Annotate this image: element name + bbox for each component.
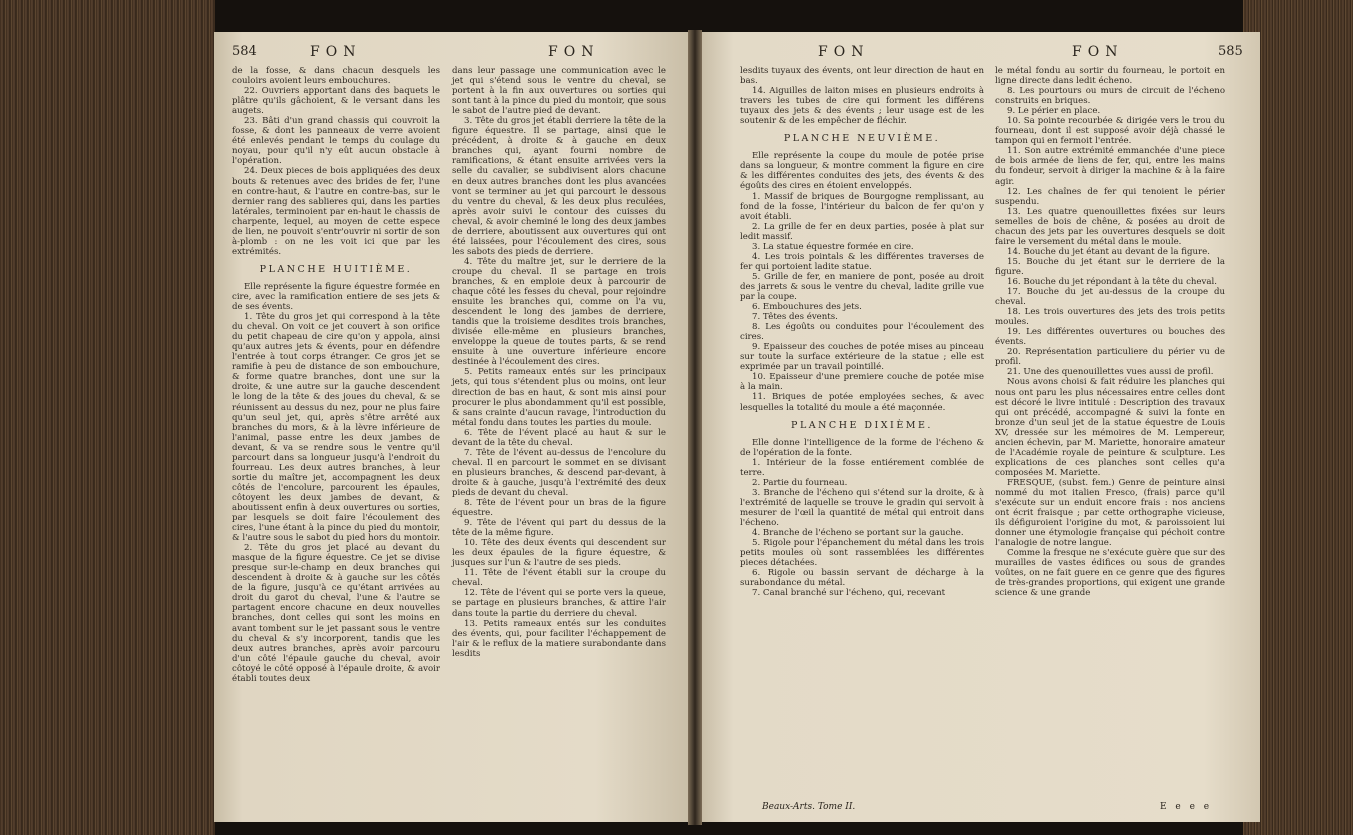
paragraph: 3. Tête du gros jet établi derriere la tête de la figure équestre. Il se partage, ainsi que le précédent, à droite & à gauche en deux branches qui, ayant fourni nombre de ramifications, & étant ensuite arrivées vers la selle du cavalier, se subdivisent alors chacune en deux autres branches dont les plus avancées vont se terminer au jet qui parcourt le dessous du ventre du cheval, & les deux plus reculées, après avoir suivi le contour des cuisses du cheval, & avoir cheminé le long des deux jambes de derriere, aboutissent aux ouvertures qui ont été laissées, pour l'écoulement des cires, sous les sabots des pieds de derriere. [452, 116, 666, 257]
paragraph: 12. Les chaînes de fer qui tenoient le périer suspendu. [995, 186, 1225, 207]
left-header-2: FON [548, 44, 600, 60]
left-page-number: 584 [232, 44, 257, 59]
paragraph: 5. Grille de fer, en maniere de pont, posée au droit des jarrets & sous le ventre du cheval, ladite grille vue par la coupe. [740, 271, 984, 302]
paragraph: 10. Epaisseur d'une premiere couche de potée mise à la main. [740, 372, 984, 393]
paragraph: 14. Aiguilles de laiton mises en plusieurs endroits à travers les tubes de cire qui forment les différens tuyaux des jets & des évents ; leur usage est de les soutenir & de les empêcher de fléchir. [740, 86, 984, 127]
paragraph: 1. Massif de briques de Bourgogne remplissant, au fond de la fosse, l'intérieur du balcon de fer qu'on y avoit établi. [740, 191, 984, 222]
paragraph: 7. Tête de l'évent au-dessus de l'encolure du cheval. Il en parcourt le sommet en se divisant en plusieurs branches, & descend par-devant, à droite & à gauche, jusqu'à l'extrémité des deux pieds de devant du cheval. [452, 447, 666, 498]
paragraph: 9. Le périer en place. [1007, 106, 1101, 117]
paragraph: dans leur passage une communication avec le jet qui s'étend sous le ventre du cheval, se portent à la fin aux ouvertures ou sorties qui sont tant à la pince du pied du montoir, que sous le sabot de l'autre pied de devant. [452, 66, 666, 117]
paragraph: 4. Tête du maître jet, sur le derriere de la croupe du cheval. Il se partage en trois branches, & en emploie deux à parcourir de chaque côté les fesses du cheval, pour rejoindre ensuite les branches qui, comme on l'a vu, descendent le long des jambes de derriere, tandis que la troisieme desdites trois branches, divisée elle-même en plusieurs branches, enveloppe la queue de toutes parts, & se rend ensuite à une ouverture inférieure encore destinée à l'écoulement des cires. [452, 256, 666, 368]
paragraph: 5. Rigole pour l'épanchement du métal dans les trois petits moules où sont rassemblées les différentes pieces détachées. [740, 538, 984, 569]
paragraph: 9. Epaisseur des couches de potée mises au pinceau sur toute la surface extérieure de la statue ; elle est exprimée par un travail pointillé. [740, 342, 984, 373]
book-gutter [688, 30, 702, 825]
paragraph: 11. Son autre extrémité emmanchée d'une piece de bois armée de liens de fer, qui, entre les mains du fondeur, servoit à diriger la machine & à la faire agir. [995, 146, 1225, 187]
paragraph: 12. Tête de l'évent qui se porte vers la queue, se partage en plusieurs branches, & attire l'air dans toute la partie du derriere du cheval. [452, 588, 666, 619]
paragraph: Comme la fresque ne s'exécute guère que sur des murailles de vastes édifices ou sous de grandes voûtes, on ne fait guere en ce genre que des figures de très-grandes proportions, qui exigent une grande science & une grande [995, 548, 1225, 599]
paragraph: Elle représente la coupe du moule de potée prise dans sa longueur, & montre comment la figure en cire & les différentes conduites des jets, des évents & des égoûts des cires en étoient enveloppés. [740, 151, 984, 192]
paragraph: 1. Tête du gros jet qui correspond à la tête du cheval. On voit ce jet couvert à son orifice du petit chapeau de cire qu'on y appola, ainsi qu'aux autres jets & évents, pour en défendre l'entrée à tout corps étranger. Ce gros jet se ramifie à peu de distance de son embouchure, & forme quatre branches, dont une sur la droite, & une autre sur la gauche descendent le long de la tête & des joues du cheval, & se réunissent au dessus du nez, pour ne plus faire qu'un seul jet, qui, après s'être arrêté aux branches du mors, & à la lèvre inférieure de l'animal, passe entre les deux jambes de devant, & va se rendre sous le ventre qu'il parcourt dans sa longueur jusqu'à l'endroit du fourreau. Les deux autres branches, à leur sortie du maître jet, accompagnent les deux côtés de l'encolure, parcourent les épaules, côtoyent les deux jambes de devant, & aboutissent enfin à deux ouvertures ou sorties, par lesquels se doit faire l'écoulement des cires, l'une étant à la pince du pied du montoir, & l'autre sous le sabot du pied hors du montoir. [232, 312, 440, 544]
paragraph: 3. Branche de l'écheno qui s'étend sur la droite, & à l'extrémité de laquelle se trouve le gradin qui servoit à mesurer de l'œil la quantité de métal qui entroit dans l'écheno. [740, 487, 984, 528]
paragraph: 11. Briques de potée employées seches, & avec lesquelles la totalité du moule a été maçonnée. [740, 392, 984, 413]
paragraph: 7. Canal branché sur l'écheno, qui, recevant [752, 588, 946, 599]
left-column-2 [452, 66, 666, 659]
right-column-1 [740, 66, 984, 598]
paragraph: 2. Partie du fourneau. [752, 477, 848, 488]
paragraph: 22. Ouvriers apportant dans des baquets le plâtre qu'ils gâchoient, & le versant dans les augets. [232, 86, 440, 117]
paragraph: 13. Petits rameaux entés sur les conduites des évents, qui, pour faciliter l'échappement de l'air & le reflux de la matiere surabondante dans lesdits [452, 618, 666, 659]
signature-mark: E e e e [1160, 802, 1213, 812]
paragraph: 5. Petits rameaux entés sur les principaux jets, qui tous s'étendent plus ou moins, ont leur direction de bas en haut, & sont mis ainsi pour procurer le plus abondamment qu'il est possible, & sans crainte d'aucun ravage, l'introduction du métal fondu dans toutes les parties du moule. [452, 367, 666, 428]
paragraph: 13. Les quatre quenouillettes fixées sur leurs semelles de bois de chêne, & posées au droit de chacun des jets par les ouvertures desquels se doit faire le versement du métal dans le moule. [995, 206, 1225, 247]
paragraph: 23. Bâti d'un grand chassis qui couvroit la fosse, & dont les panneaux de verre avoient été enlevés pendant le temps du coulage du noyau, pour qu'il n'y eût aucun obstacle à l'opération. [232, 116, 440, 167]
left-header-1: FON [310, 44, 362, 60]
paragraph: 6. Embouchures des jets. [752, 302, 862, 313]
paragraph: 19. Les différentes ouvertures ou bouches des évents. [995, 327, 1225, 348]
paragraph: 6. Tête de l'évent placé au haut & sur le devant de la tête du cheval. [452, 427, 666, 448]
paragraph: de la fosse, & dans chacun desquels les couloirs avoient leurs embouchures. [232, 66, 440, 87]
paragraph: 10. Sa pointe recourbée & dirigée vers le trou du fourneau, dont il est supposé avoir déjà chassé le tampon qui en fermoit l'entrée. [995, 116, 1225, 147]
right-header-2: FON [1072, 44, 1124, 60]
paragraph: 11. Tête de l'évent établi sur la croupe du cheval. [452, 568, 666, 589]
paragraph: 4. Les trois pointals & les différentes traverses de fer qui portoient ladite statue. [740, 251, 984, 272]
paragraph: 1. Intérieur de la fosse entiérement comblée de terre. [740, 457, 984, 478]
paragraph: 2. La grille de fer en deux parties, posée à plat sur ledit massif. [740, 221, 984, 242]
paragraph: lesdits tuyaux des évents, ont leur direction de haut en bas. [740, 66, 984, 87]
paragraph: 16. Bouche du jet répondant à la tête du cheval. [1007, 276, 1217, 287]
paragraph: 7. Têtes des évents. [752, 312, 838, 323]
paragraph: 24. Deux pieces de bois appliquées des deux bouts & retenues avec des brides de fer, l'une en contre-haut, & l'autre en contre-bas, sur le dernier rang des sablieres qui, dans les parties latérales, terminoient par en-haut le chassis de charpente, lequel, au moyen de cette espece de lien, ne pouvoit s'entr'ouvrir ni sortir de son à-plomb : on ne les voit ici que par les extrémités. [232, 166, 440, 257]
paragraph: Nous avons choisi & fait réduire les planches qui nous ont paru les plus nécessaires entre celles dont est décoré le livre intitulé : Description des travaux qui ont précédé, accompagné & suivi la fonte en bronze d'un seul jet de la statue équestre de Louis XV, dressée sur les mémoires de M. Lempereur, ancien échevin, par M. Mariette, honoraire amateur de l'Académie royale de peinture & sculpture. Les explications de ces planches sont celles qu'a composées M. Mariette. [995, 377, 1225, 478]
page-footer: Beaux-Arts. Tome II. [762, 802, 856, 812]
paragraph: FRESQUE, (subst. fem.) Genre de peinture ainsi nommé du mot italien Fresco, (frais) parce qu'il s'exécute sur un enduit encore frais : nos anciens ont écrit fraisque ; par cette orthographe vicieuse, ils défiguroient l'origine du mot, & paroissoient lui donner une étymologie française qui péchoit contre l'analogie de notre langue. [995, 477, 1225, 549]
paragraph: 10. Tête des deux évents qui descendent sur les deux épaules de la figure équestre, & jusques sur l'un & l'autre de ses pieds. [452, 538, 666, 569]
paragraph: 2. Tête du gros jet placé au devant du masque de la figure équestre. Ce jet se divise presque sur-le-champ en deux branches qui descendent à droite & à gauche sur les côtés de la figure, jusqu'à ce qu'étant arrivées au droit du garot du cheval, l'une & l'autre se partagent encore chacune en deux nouvelles branches, dont celles qui sont les moins en avant tombent sur le jet passant sous le ventre du cheval & s'y incorporent, tandis que les deux autres branches, après avoir parcouru d'un côté l'épaule gauche du cheval, avoir côtoyé le côté opposé à l'épaule droite, & avoir établi toutes deux [232, 543, 440, 684]
left-column-1 [232, 66, 440, 684]
section-heading: PLANCHE DIXIÈME. [791, 419, 933, 431]
left-page-edges [0, 0, 215, 835]
paragraph: Elle représente la figure équestre formée en cire, avec la ramification entiere de ses jets & de ses évents. [232, 281, 440, 313]
paragraph: 9. Tête de l'évent qui part du dessus de la tête de la même figure. [452, 518, 666, 539]
section-heading: PLANCHE NEUVIÈME. [783, 133, 941, 145]
paragraph: 6. Rigole ou bassin servant de décharge à la surabondance du métal. [740, 568, 984, 589]
paragraph: 3. La statue équestre formée en cire. [752, 241, 914, 252]
paragraph: le métal fondu au sortir du fourneau, le portoit en ligne directe dans ledit écheno. [995, 66, 1225, 87]
section-heading: PLANCHE HUITIÈME. [259, 263, 413, 275]
paragraph: Elle donne l'intelligence de la forme de l'écheno & de l'opération de la fonte. [740, 437, 984, 458]
right-page-number: 585 [1218, 44, 1243, 59]
paragraph: 4. Branche de l'écheno se portant sur la gauche. [752, 528, 964, 539]
paragraph: 15. Bouche du jet étant sur le derriere de la figure. [995, 256, 1225, 277]
right-column-2 [995, 66, 1225, 598]
paragraph: 14. Bouche du jet étant au devant de la figure. [1007, 246, 1210, 257]
paragraph: 18. Les trois ouvertures des jets des trois petits moules. [995, 307, 1225, 328]
paragraph: 20. Représentation particuliere du périer vu de profil. [995, 347, 1225, 368]
paragraph: 8. Les égoûts ou conduites pour l'écoulement des cires. [740, 322, 984, 343]
paragraph: 17. Bouche du jet au-dessus de la croupe du cheval. [995, 287, 1225, 308]
paragraph: 8. Les pourtours ou murs de circuit de l'écheno construits en briques. [995, 86, 1225, 107]
paragraph: 8. Tête de l'évent pour un bras de la figure équestre. [452, 498, 666, 519]
right-header-1: FON [818, 44, 870, 60]
paragraph: 21. Une des quenouillettes vues aussi de profil. [1007, 367, 1214, 378]
